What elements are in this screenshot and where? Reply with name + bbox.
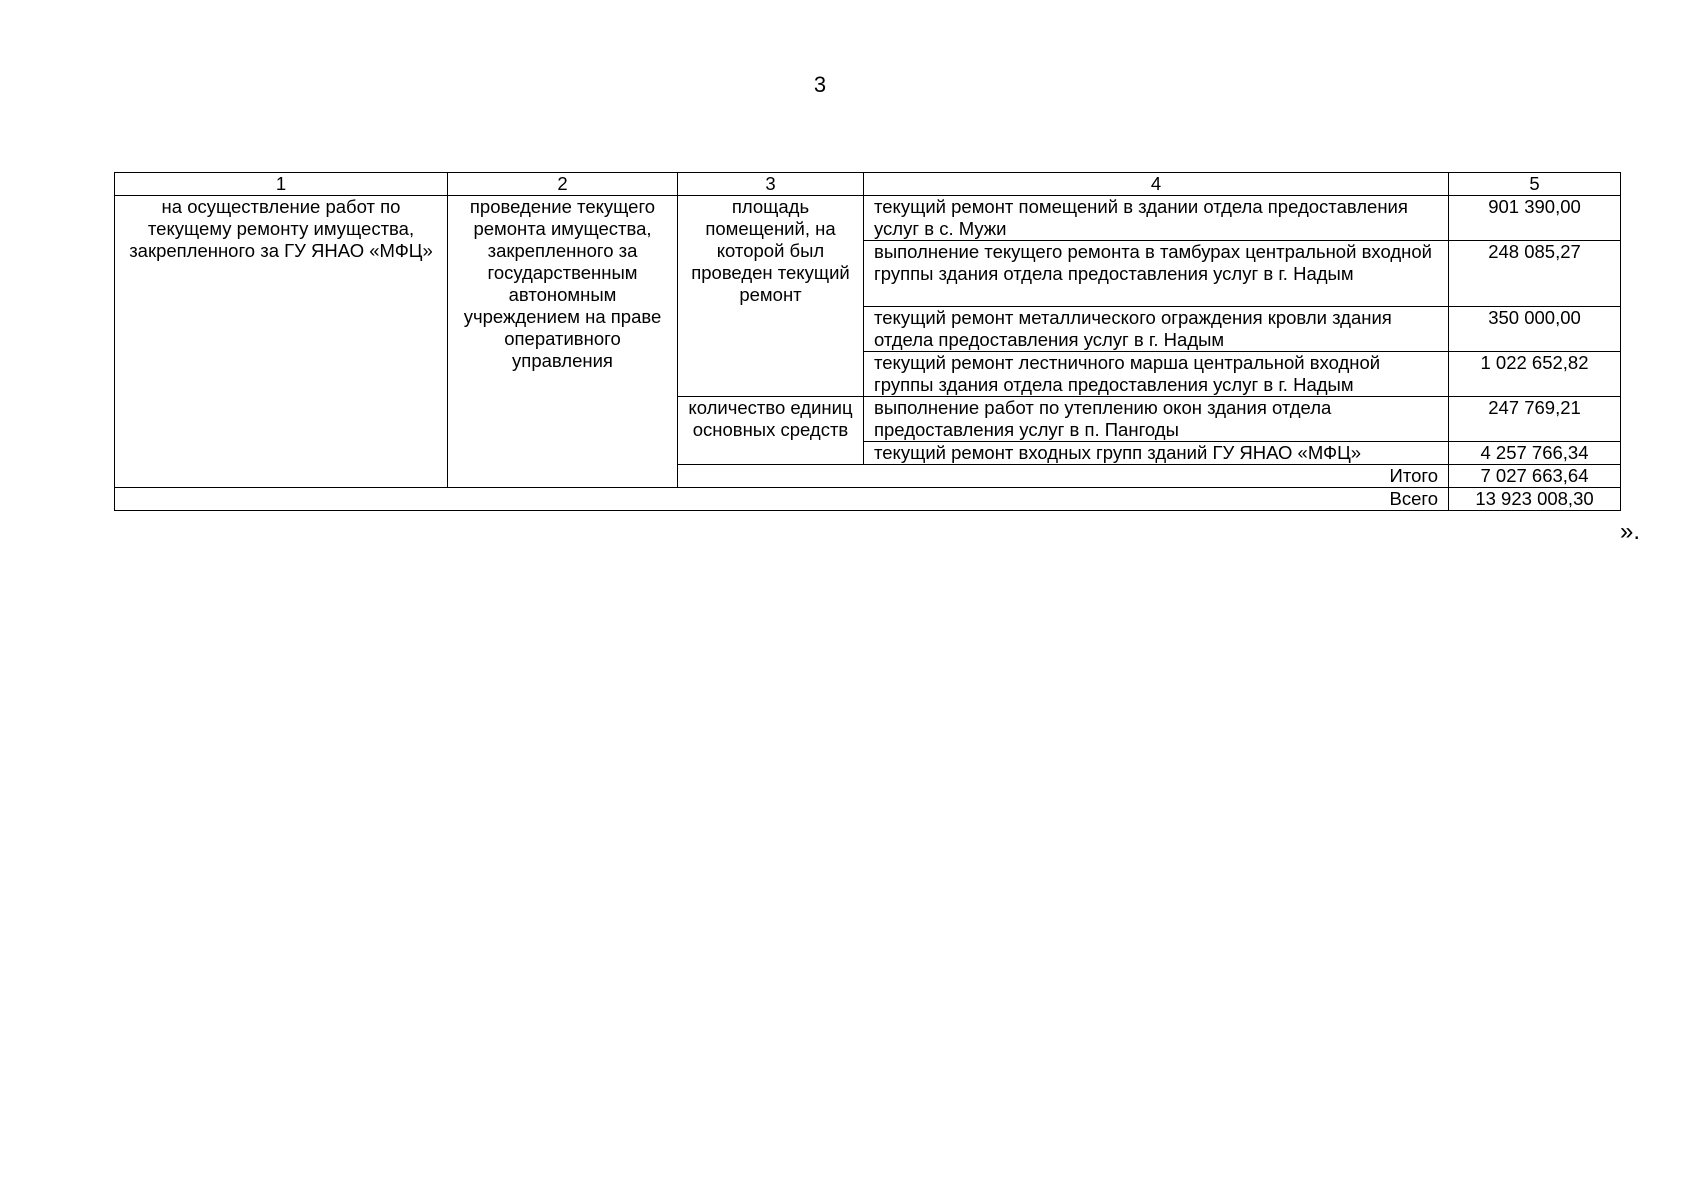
subtotal-value: 7 027 663,64 [1449, 465, 1621, 488]
work-cell: текущий ремонт металлического ограждения кровли здания отдела предоставления услуг в г. Надым [864, 307, 1449, 352]
closing-quote-mark: ». [1620, 518, 1641, 545]
amount-cell: 247 769,21 [1449, 397, 1621, 442]
header-cell-2: 2 [448, 173, 678, 196]
header-cell-3: 3 [678, 173, 864, 196]
work-cell: текущий ремонт помещений в здании отдела предоставления услуг в с. Мужи [864, 196, 1449, 241]
amount-cell: 248 085,27 [1449, 241, 1621, 307]
work-cell: выполнение работ по утеплению окон здания отдела предоставления услуг в п. Пангоды [864, 397, 1449, 442]
amount-cell: 4 257 766,34 [1449, 442, 1621, 465]
total-label: Всего [115, 488, 1449, 511]
total-value: 13 923 008,30 [1449, 488, 1621, 511]
amount-cell: 901 390,00 [1449, 196, 1621, 241]
page-number-text: 3 [813, 72, 827, 97]
header-cell-1: 1 [115, 173, 448, 196]
purpose-cell: на осуществление работ по текущему ремонту имущества, закрепленного за ГУ ЯНАО «МФЦ» [115, 196, 448, 488]
work-cell: текущий ремонт лестничного марша центральной входной группы здания отдела предоставления услуг в г. Надым [864, 352, 1449, 397]
indicator-area-cell: площадь помещений, на которой был проведен текущий ремонт [678, 196, 864, 397]
budget-table [114, 172, 1621, 511]
header-cell-4: 4 [864, 173, 1449, 196]
table-row [115, 196, 1621, 241]
table-header-row [115, 173, 1621, 196]
header-cell-5: 5 [1449, 173, 1621, 196]
indicator-units-cell: количество единиц основных средств [678, 397, 864, 465]
subtotal-label: Итого [678, 465, 1449, 488]
action-cell: проведение текущего ремонта имущества, закрепленного за государственным автономным учреждением на праве оперативного управления [448, 196, 678, 488]
page-number [0, 72, 1697, 98]
work-cell: выполнение текущего ремонта в тамбурах центральной входной группы здания отдела предоставления услуг в г. Надым [864, 241, 1449, 307]
total-row [115, 488, 1621, 511]
amount-cell: 350 000,00 [1449, 307, 1621, 352]
work-cell: текущий ремонт входных групп зданий ГУ ЯНАО «МФЦ» [864, 442, 1449, 465]
amount-cell: 1 022 652,82 [1449, 352, 1621, 397]
